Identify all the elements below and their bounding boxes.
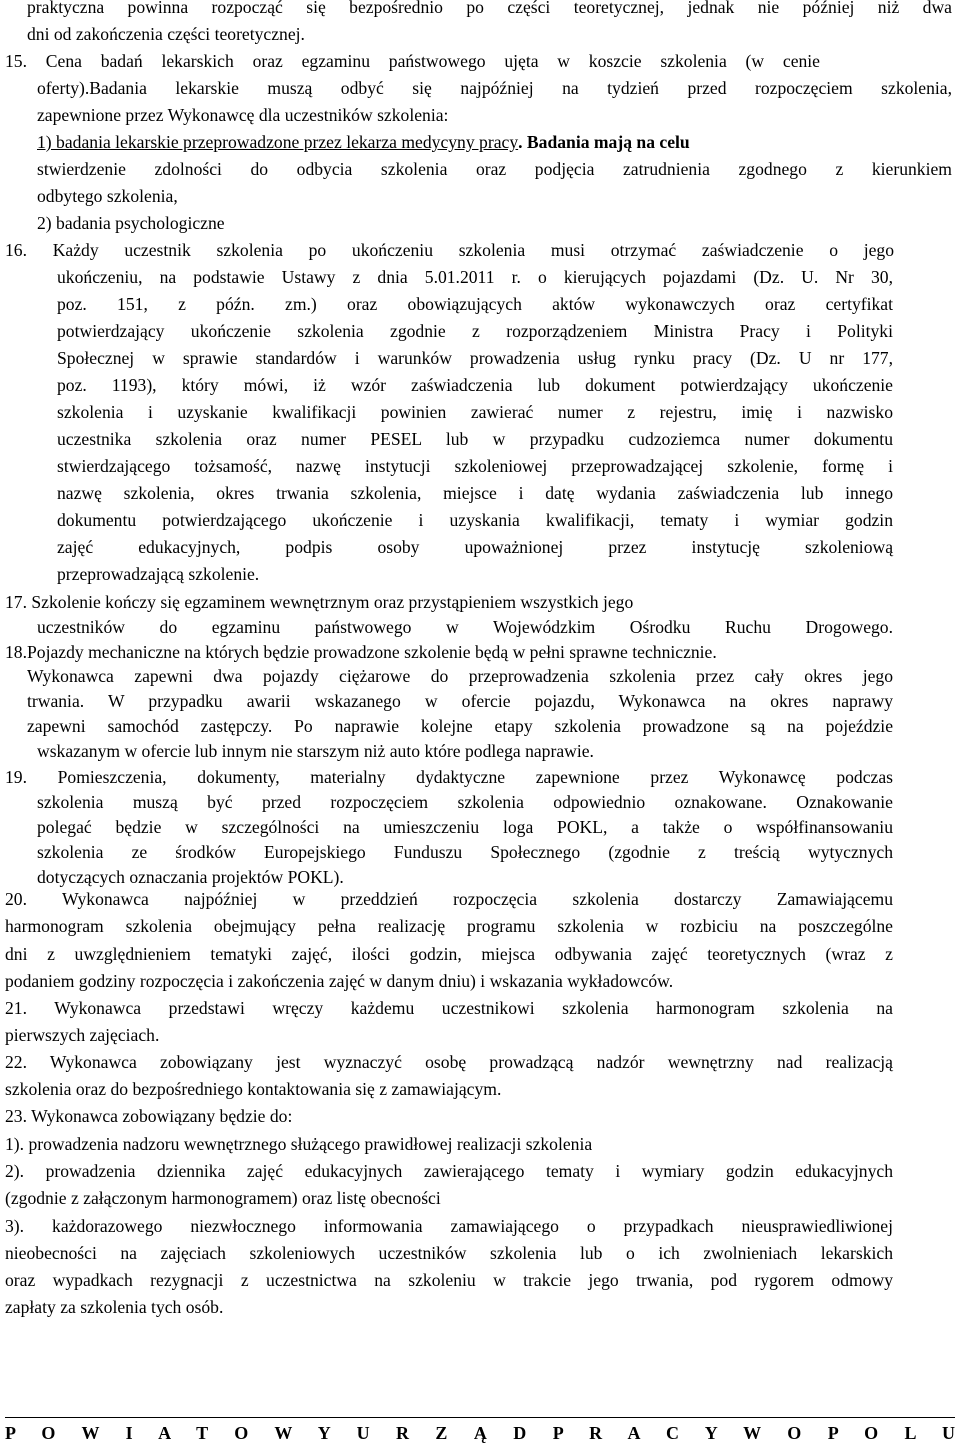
text-line: podaniem godziny rozpoczęcia i zakończenia zajęć w danym dniu) i wskazania wykładowców. <box>5 971 674 991</box>
text-line: oferty).Badania lekarskie muszą odbyć się najpóźniej na tydzień przed rozpoczęciem szkolenia, <box>37 78 952 98</box>
text-line: Wykonawca zapewni dwa pojazdy ciężarowe do przeprowadzenia szkolenia przez cały okres jego <box>27 666 893 686</box>
text-line: szkolenia oraz do bezpośredniego kontaktowania się z zamawiającym. <box>5 1079 502 1099</box>
text-line: ukończeniu, na podstawie Ustawy z dnia 5.01.2011 r. o kierujących pojazdami (Dz. U. Nr 30, <box>57 267 893 287</box>
text-line: dokumentu potwierdzającego ukończenie i uzyskania kwalifikacji, tematy i wymiar godzin <box>57 510 893 530</box>
text-line: dotyczących oznaczania projektów POKL). <box>37 867 344 887</box>
text-line: (zgodnie z załączonym harmonogramem) oraz listę obecności <box>5 1188 441 1208</box>
text-line: pierwszych zajęciach. <box>5 1025 160 1045</box>
text-line: szkolenia ze środków Europejskiego Funduszu Społecznego (zgodnie z treścią wytycznych <box>37 842 893 862</box>
text-line: harmonogram szkolenia obejmujący pełna realizację programu szkolenia w rozbiciu na poszczególne <box>5 916 893 936</box>
text-line: zapewnione przez Wykonawcę dla uczestników szkolenia: <box>37 105 449 125</box>
text-line: 1). prowadzenia nadzoru wewnętrznego służącego prawidłowej realizacji szkolenia <box>5 1134 593 1154</box>
footer-office-name: P O W I A T O W Y U R Z Ą D P R A C Y W O P O L U <box>5 1423 955 1443</box>
text-line: zajęć edukacyjnych, podpis osoby upoważnionej przez instytucję szkoleniową <box>57 537 893 557</box>
text-line: odbytego szkolenia, <box>37 186 178 206</box>
text-line: poz. 151, z późn. zm.) oraz obowiązujących aktów wykonawczych oraz certyfikat <box>57 294 893 314</box>
text-segment: . Badania mają na celu <box>518 132 690 152</box>
text-line: wskazanym w ofercie lub innym nie starszym niż auto które podlega naprawie. <box>37 741 594 761</box>
text-line: nazwę szkolenia, okres trwania szkolenia, miejsce i datę wydania zaświadczenia lub innego <box>57 483 893 503</box>
text-line: 3). każdorazowego niezwłocznego informowania zamawiającego o przypadkach nieusprawiedliwionej <box>5 1216 893 1236</box>
text-line: 2) badania psychologiczne <box>37 213 225 233</box>
text-line: 15. Cena badań lekarskich oraz egzaminu państwowego ujęta w koszcie szkolenia (w cenie <box>5 51 820 71</box>
text-line: przeprowadzającą szkolenie. <box>57 564 260 584</box>
text-line: poz. 1193), który mówi, iż wzór zaświadczenia lub dokument potwierdzający ukończenie <box>57 375 893 395</box>
text-line: uczestników do egzaminu państwowego w Wojewódzkim Ośrodku Ruchu Drogowego. <box>37 617 893 637</box>
text-line: 18.Pojazdy mechaniczne na których będzie prowadzone szkolenie będą w pełni sprawne technicznie. <box>5 642 717 662</box>
medical-exam-underlined: 1) badania lekarskie przeprowadzone przez lekarza medycyny pracy <box>37 132 519 152</box>
text-line: szkolenia i uzyskanie kwalifikacji powinien zawierać numer z rejestru, imię i nazwisko <box>57 402 893 422</box>
text-line: uczestnika szkolenia oraz numer PESEL lub w przypadku cudzoziemca numer dokumentu <box>57 429 893 449</box>
text-line: polegać będzie w szczególności na umieszczeniu loga POKL, a także o współfinansowaniu <box>37 817 893 837</box>
text-line: 17. Szkolenie kończy się egzaminem wewnętrznym oraz przystąpieniem wszystkich jego <box>5 592 634 612</box>
text-line: 19. Pomieszczenia, dokumenty, materialny dydaktyczne zapewnione przez Wykonawcę podczas <box>5 767 893 787</box>
text-line: 22. Wykonawca zobowiązany jest wyznaczyć osobę prowadzącą nadzór wewnętrzny nad realizacją <box>5 1052 893 1072</box>
text-line: Społecznej w sprawie standardów i warunków prowadzenia usług rynku pracy (Dz. U nr 177, <box>57 348 893 368</box>
text-line: dni od zakończenia części teoretycznej. <box>27 24 305 44</box>
text-line: oraz wypadkach rezygnacji z uczestnictwa na szkoleniu w trakcie jego trwania, pod rygorem odmowy <box>5 1270 893 1290</box>
text-line: zapewni samochód zastępczy. Po naprawie kolejne etapy szkolenia prowadzone są na pojeździe <box>27 716 893 736</box>
text-line: trwania. W przypadku awarii wskazanego w ofercie pojazdu, Wykonawca na okres naprawy <box>27 691 893 711</box>
text-line: 20. Wykonawca najpóźniej w przeddzień rozpoczęcia szkolenia dostarczy Zamawiającemu <box>5 889 893 909</box>
text-line: stwierdzenie zdolności do odbycia szkolenia oraz podjęcia zatrudnienia zgodnego z kierunkiem <box>37 159 952 179</box>
text-line: zapłaty za szkolenia tych osób. <box>5 1297 224 1317</box>
text-line: 2). prowadzenia dziennika zajęć edukacyjnych zawierającego tematy i wymiary godzin edukacyjnych <box>5 1161 893 1181</box>
text-line: nieobecności na zajęciach szkoleniowych uczestników szkolenia lub o ich zwolnieniach lekarskich <box>5 1243 893 1263</box>
text-line-underlined <box>37 129 690 156</box>
text-line: dni z uwzględnieniem tematyki zajęć, ilości godzin, miejsca odbywania zajęć teoretycznych (wraz z <box>5 944 893 964</box>
text-line: szkolenia muszą być przed rozpoczęciem szkolenia odpowiednio oznakowane. Oznakowanie <box>37 792 893 812</box>
text-line: 23. Wykonawca zobowiązany będzie do: <box>5 1106 293 1126</box>
text-line: praktyczna powinna rozpocząć się bezpośrednio po części teoretycznej, jednak nie później niż dwa <box>27 0 952 17</box>
text-line: 16. Każdy uczestnik szkolenia po ukończeniu szkolenia musi otrzymać zaświadczenie o jego <box>5 240 894 260</box>
text-line: stwierdzającego tożsamość, nazwę instytucji szkoleniowej przeprowadzającej szkolenie, formę i <box>57 456 893 476</box>
text-line: potwierdzający ukończenie szkolenia zgodnie z rozporządzeniem Ministra Pracy i Polityki <box>57 321 893 341</box>
footer-divider <box>5 1417 955 1418</box>
text-line: 21. Wykonawca przedstawi wręczy każdemu uczestnikowi szkolenia harmonogram szkolenia na <box>5 998 893 1018</box>
